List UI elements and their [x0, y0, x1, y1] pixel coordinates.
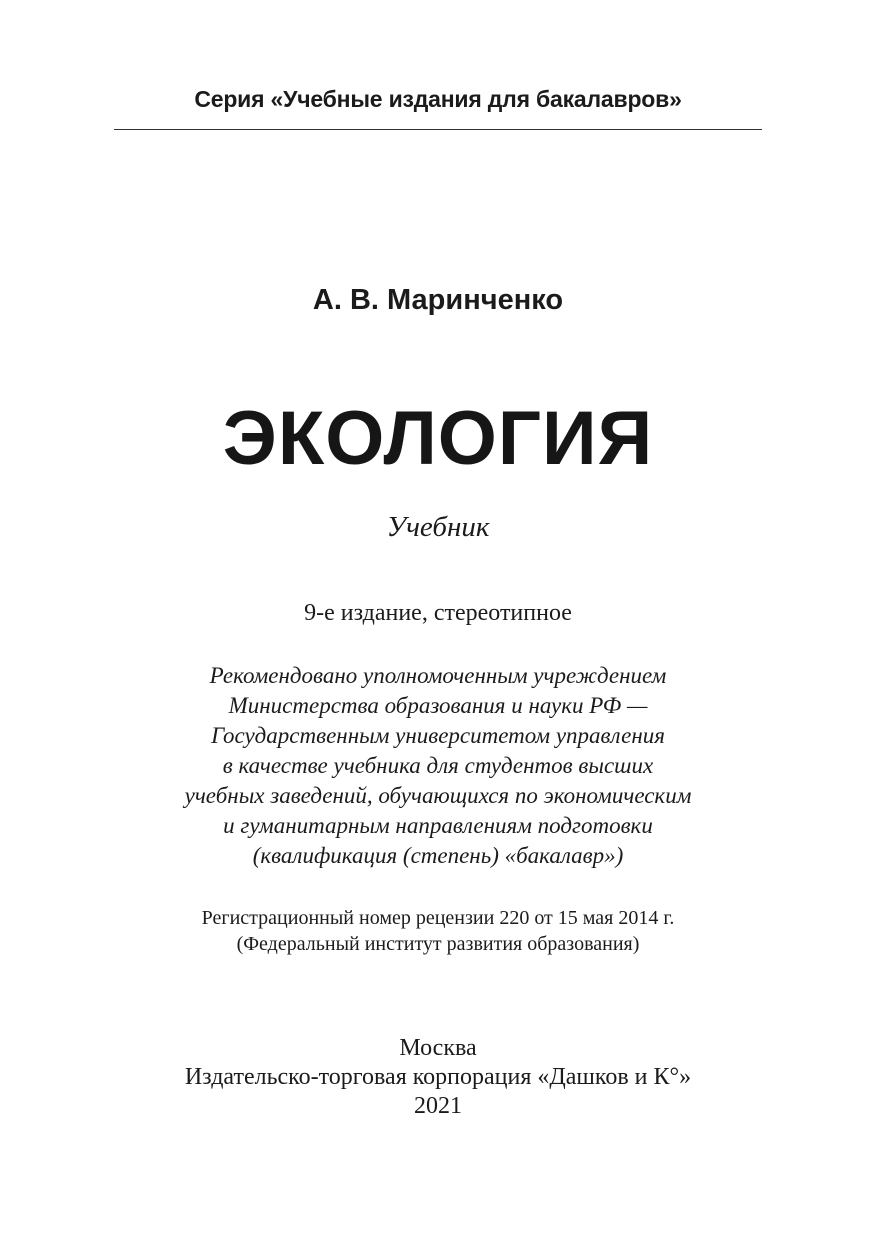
recommendation-line: и гуманитарным направлениям подготовки — [223, 813, 653, 838]
registration-number: Регистрационный номер рецензии 220 от 15 мая 2014 г. — [201, 907, 675, 929]
author-name: А. В. Маринченко — [312, 284, 564, 316]
recommendation-line: Рекомендовано уполномоченным учреждением — [209, 663, 667, 688]
series-heading: Серия «Учебные издания для бакалавров» — [194, 86, 682, 112]
imprint-year: 2021 — [414, 1093, 462, 1119]
recommendation-line: учебных заведений, обучающихся по экономическим — [184, 783, 692, 808]
recommendation-line: Государственным университетом управления — [211, 723, 665, 748]
recommendation-line: Министерства образования и науки РФ — — [228, 693, 648, 718]
registration-institute: (Федеральный институт развития образования) — [236, 933, 640, 955]
registration-block — [0, 905, 876, 957]
book-subtitle: Учебник — [386, 511, 490, 543]
recommendation-block — [0, 661, 876, 871]
recommendation-line: в качестве учебника для студентов высших — [222, 753, 654, 778]
edition-note: 9-е издание, стереотипное — [304, 600, 572, 626]
recommendation-line: (квалификация (степень) «бакалавр») — [252, 843, 624, 868]
book-title: ЭКОЛОГИЯ — [222, 396, 654, 481]
imprint-block — [0, 1034, 876, 1121]
header-divider — [114, 129, 762, 130]
imprint-city: Москва — [399, 1035, 477, 1061]
imprint-publisher: Издательско-торговая корпорация «Дашков и К°» — [184, 1064, 692, 1090]
